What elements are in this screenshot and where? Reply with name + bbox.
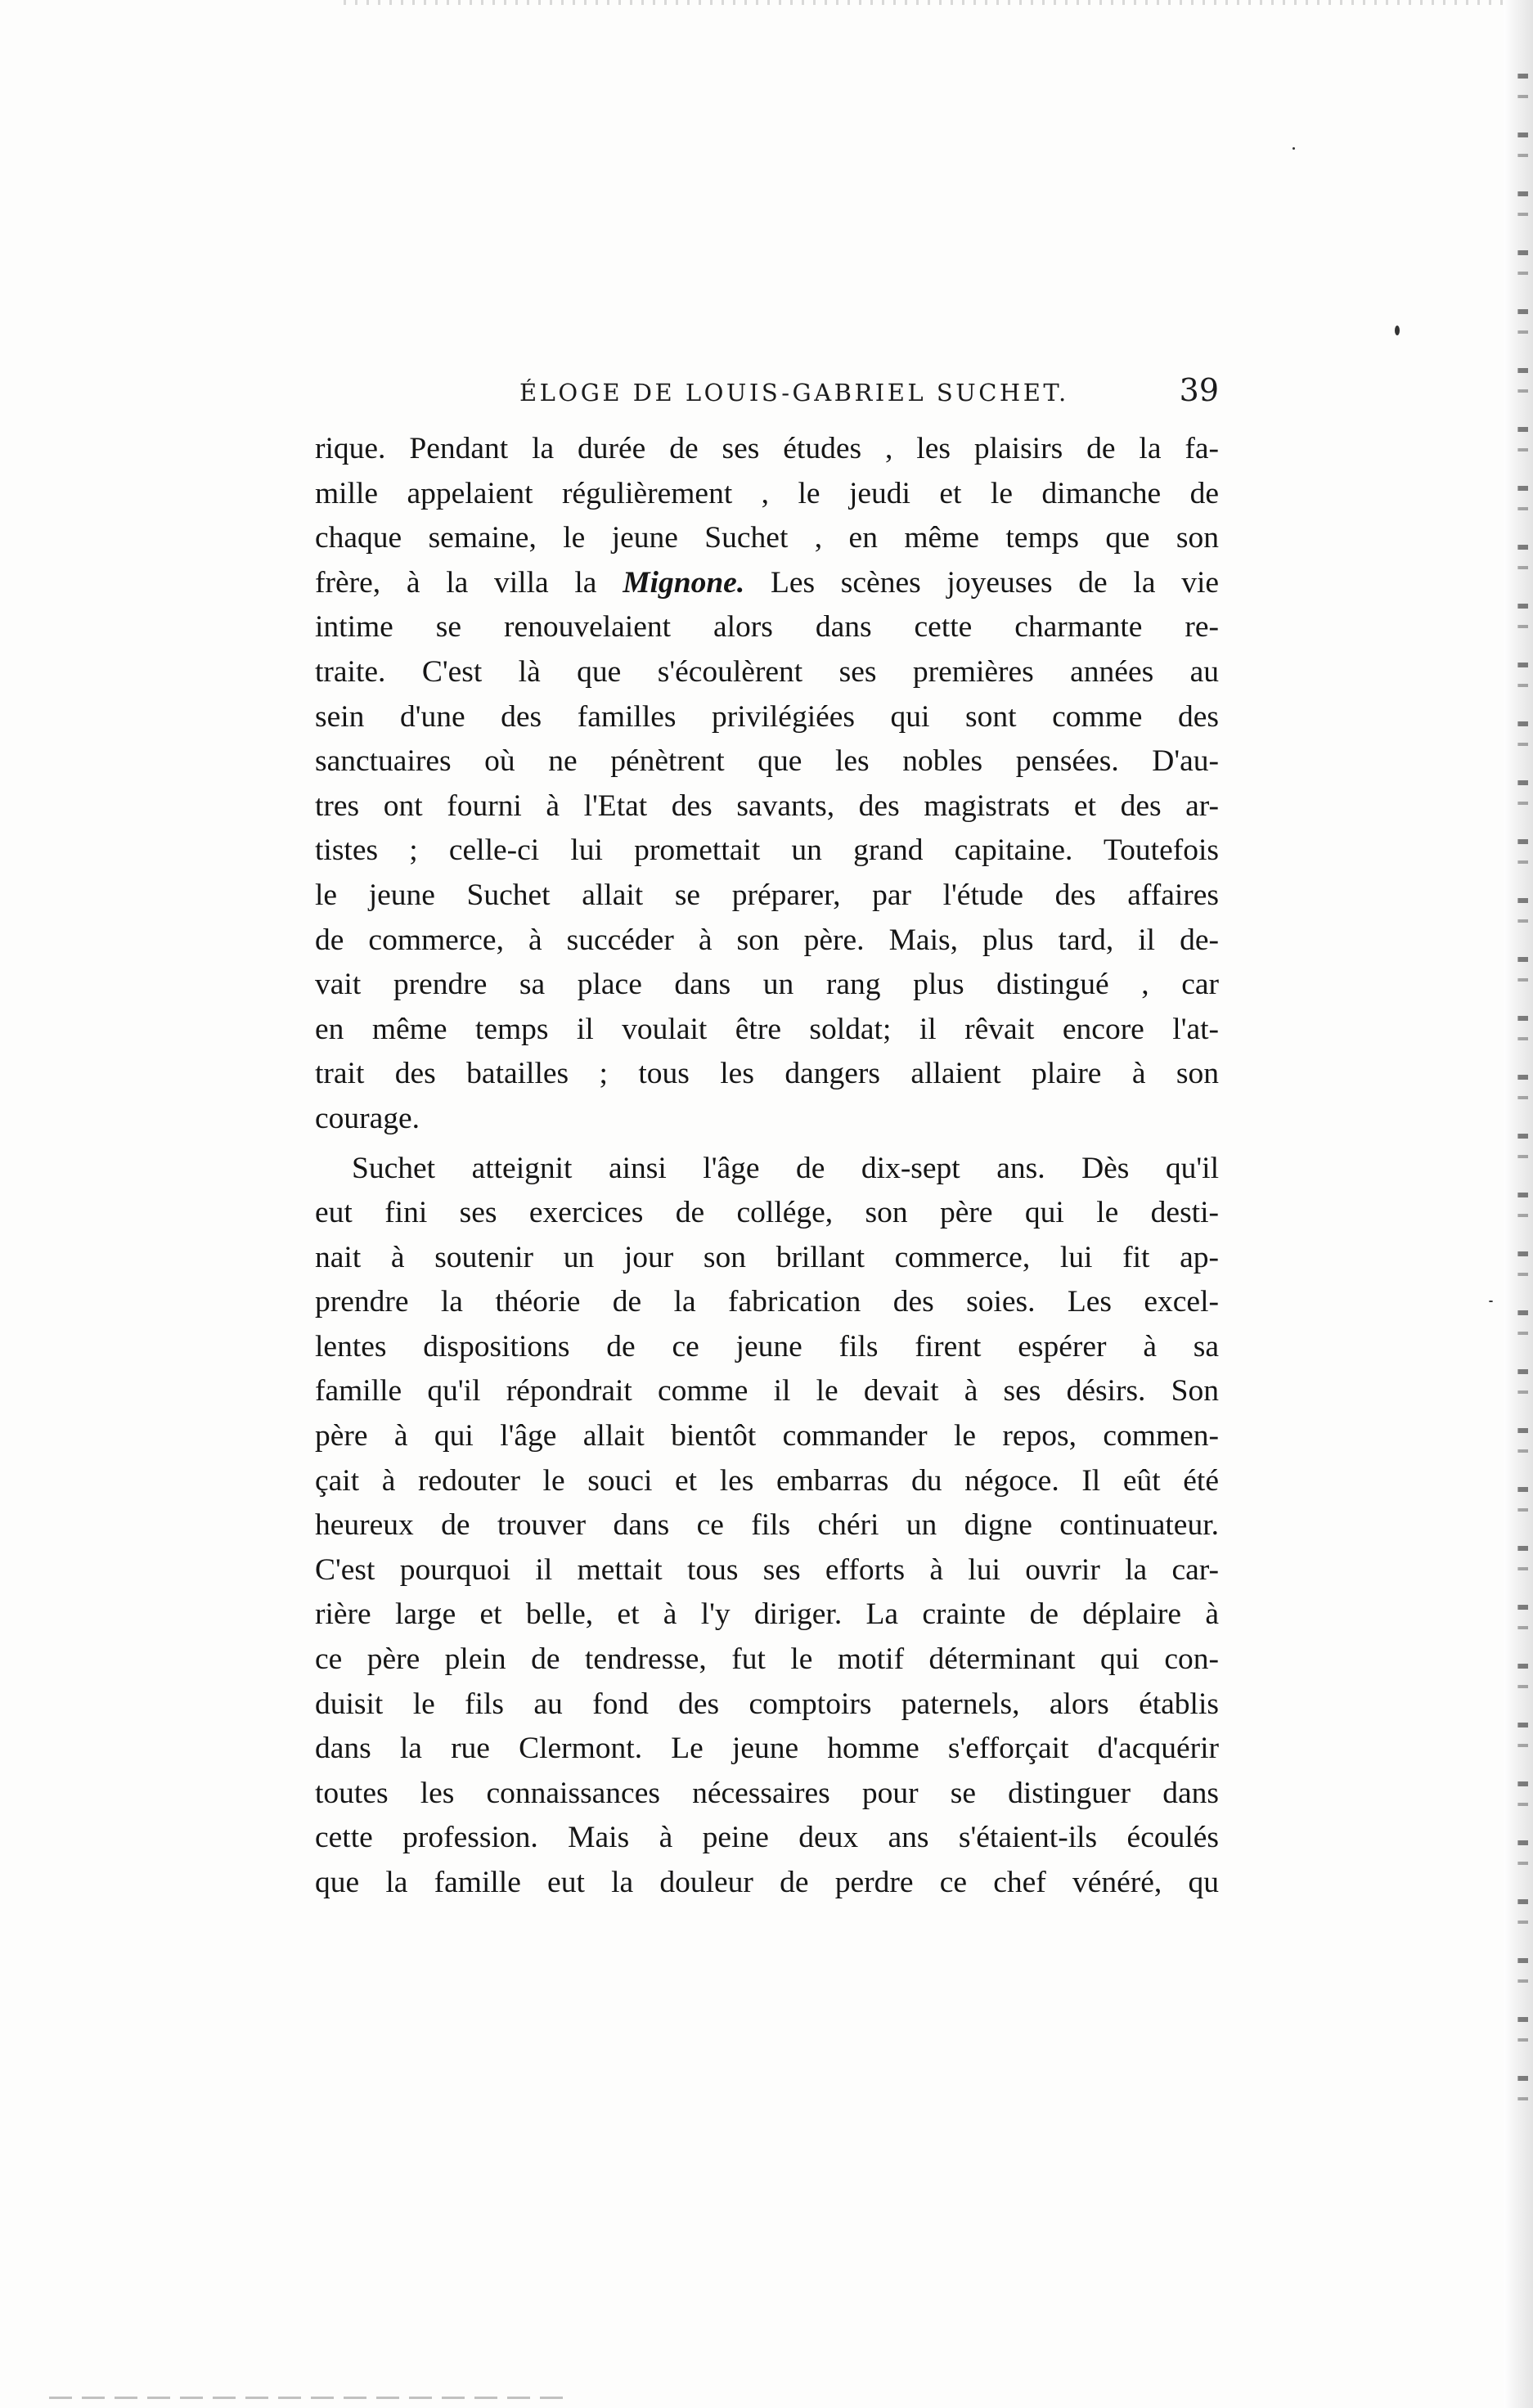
scan-top-edge [344, 0, 1513, 5]
text-line [315, 561, 1219, 606]
text-line: trait des batailles ; tous les dangers allaient plaire à son [315, 1057, 1219, 1091]
text-line: père à qui l'âge allait bientôt commander le repos, commen- [315, 1419, 1219, 1453]
paragraph-2 [315, 1147, 1219, 1906]
text-line: en même temps il voulait être soldat; il rêvait encore l'at- [315, 1012, 1219, 1046]
text-line: le jeune Suchet allait se préparer, par l'étude des affaires [315, 878, 1219, 912]
text-line: duisit le fils au fond des comptoirs paternels, alors établis [315, 1687, 1219, 1721]
text-line: rique. Pendant la durée de ses études , les plaisirs de la fa- [315, 432, 1219, 465]
text-line: toutes les connaissances nécessaires pour se distinguer dans [315, 1776, 1219, 1810]
text-line: courage. [315, 1101, 420, 1135]
text-line: chaque semaine, le jeune Suchet , en même temps que son [315, 521, 1219, 555]
page-number: 39 [1179, 372, 1219, 408]
text-line: tistes ; celle-ci lui promettait un grand capitaine. Toutefois [315, 833, 1219, 868]
text-line: intime se renouvelaient alors dans cette charmante re- [315, 610, 1219, 645]
ink-speck [1395, 326, 1400, 335]
text-line: rière large et belle, et à l'y diriger. La crainte de déplaire à [315, 1597, 1219, 1632]
text-line: nait à soutenir un jour son brillant commerce, lui fit ap- [315, 1240, 1219, 1274]
text-line: heureux de trouver dans ce fils chéri un digne continuateur. [315, 1508, 1219, 1543]
text-line: lentes dispositions de ce jeune fils firent espérer à sa [315, 1329, 1219, 1363]
running-title: ÉLOGE DE LOUIS-GABRIEL SUCHET. [519, 379, 1069, 407]
paragraph-1 [315, 427, 1219, 1142]
text-line: ce père plein de tendresse, fut le motif déterminant qui con- [315, 1642, 1219, 1677]
ink-speck [1292, 147, 1295, 150]
text-line: eut fini ses exercices de collége, son père qui le desti- [315, 1196, 1219, 1230]
text-line: vait prendre sa place dans un rang plus distingué , car [315, 968, 1219, 1002]
text-line: famille qu'il répondrait comme il le devait à ses désirs. Son [315, 1374, 1219, 1408]
text-line: sein d'une des familles privilégiées qui sont comme des [315, 699, 1219, 734]
text-segment: frère, à la villa la [315, 565, 597, 600]
text-line: que la famille eut la douleur de perdre ce chef vénéré, qu [315, 1866, 1219, 1899]
text-line: tres ont fourni à l'Etat des savants, des magistrats et des ar- [315, 788, 1219, 823]
body-text [315, 427, 1219, 1906]
text-segment: Les scènes joyeuses de la vie [770, 565, 1220, 600]
text-line: sanctuaires où ne pénètrent que les nobles pensées. D'au- [315, 744, 1219, 779]
ink-speck [1489, 1301, 1493, 1302]
text-line: çait à redouter le souci et les embarras du négoce. Il eût été [315, 1463, 1219, 1498]
running-head [315, 372, 1219, 421]
text-line: mille appelaient régulièrement , le jeudi et le dimanche de [315, 476, 1219, 510]
text-line: Suchet atteignit ainsi l'âge de dix-sept ans. Dès qu'il [352, 1151, 1219, 1185]
text-line: C'est pourquoi il mettait tous ses efforts à lui ouvrir la car- [315, 1552, 1219, 1587]
text-line: de commerce, à succéder à son père. Mais, plus tard, il de- [315, 923, 1219, 957]
text-line: prendre la théorie de la fabrication des soies. Les excel- [315, 1285, 1219, 1319]
text-line: cette profession. Mais à peine deux ans s'étaient-ils écoulés [315, 1821, 1219, 1855]
villa-name: Mignone. [623, 565, 745, 600]
text-line: dans la rue Clermont. Le jeune homme s'efforçait d'acquérir [315, 1732, 1219, 1766]
text-line: traite. C'est là que s'écoulèrent ses premières années au [315, 654, 1219, 689]
scan-bottom-edge [49, 2397, 573, 2399]
